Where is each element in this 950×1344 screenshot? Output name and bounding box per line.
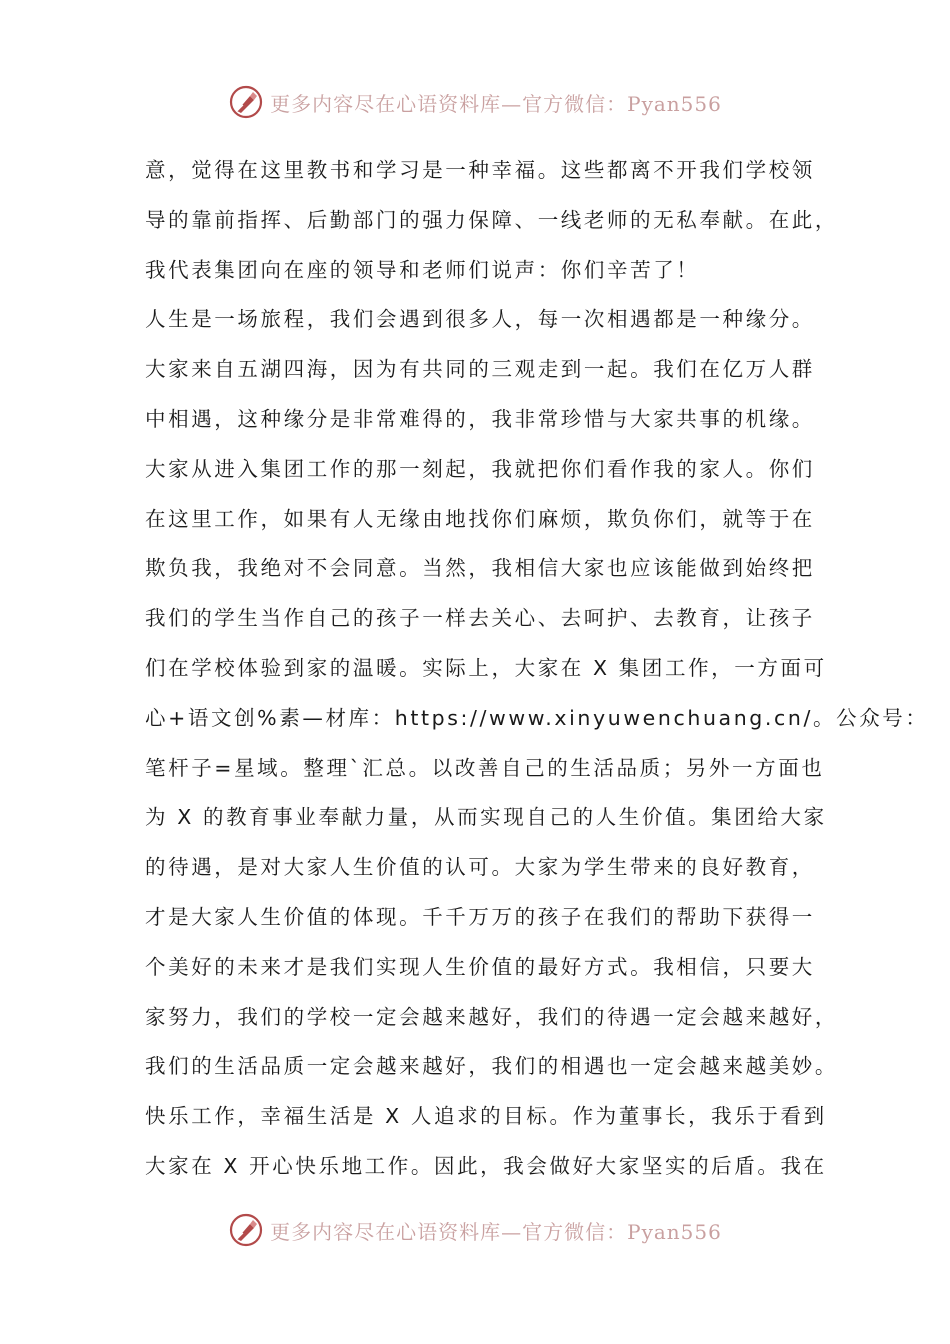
pen-nib-icon: [228, 1212, 264, 1248]
pen-nib-icon: [228, 84, 264, 120]
footer-banner: [0, 1208, 950, 1252]
document-body: [145, 146, 929, 1192]
body-line: 人生是一场旅程，我们会遇到很多人，每一次相遇都是一种缘分。: [145, 307, 815, 332]
header-brand-text: 更多内容尽在心语资料库—官方微信：Pyan556: [270, 91, 722, 116]
body-line-link: 心+语文创%素—材库：https://www.xinyuwenchuang.cn/。公众号：: [145, 705, 929, 730]
body-line: 欺负我，我绝对不会同意。当然，我相信大家也应该能做到始终把: [145, 556, 815, 581]
body-line: 家努力，我们的学校一定会越来越好，我们的待遇一定会越来越好，: [145, 1004, 838, 1029]
body-line: 为 X 的教育事业奉献力量，从而实现自己的人生价值。集团给大家: [145, 805, 827, 830]
body-line: 我代表集团向在座的领导和老师们说声：你们辛苦了！: [145, 257, 700, 282]
body-line: 快乐工作，幸福生活是 X 人追求的目标。作为董事长，我乐于看到: [145, 1104, 827, 1129]
body-line: 们在学校体验到家的温暖。实际上，大家在 X 集团工作，一方面可: [145, 655, 827, 680]
body-line: 大家在 X 开心快乐地工作。因此，我会做好大家坚实的后盾。我在: [145, 1153, 827, 1178]
body-line: 才是大家人生价值的体现。千千万万的孩子在我们的帮助下获得一: [145, 904, 815, 929]
footer-brand-text: 更多内容尽在心语资料库—官方微信：Pyan556: [270, 1219, 722, 1244]
body-line: 我们的生活品质一定会越来越好，我们的相遇也一定会越来越美妙。: [145, 1054, 838, 1079]
header-banner: [0, 80, 950, 124]
body-line: 中相遇，这种缘分是非常难得的，我非常珍惜与大家共事的机缘。: [145, 406, 815, 431]
body-line: 我们的学生当作自己的孩子一样去关心、去呵护、去教育，让孩子: [145, 606, 815, 631]
body-line: 的待遇，是对大家人生价值的认可。大家为学生带来的良好教育，: [145, 855, 815, 880]
body-line: 意，觉得在这里教书和学习是一种幸福。这些都离不开我们学校领: [145, 158, 815, 182]
body-line: 笔杆子=星域。整理`汇总。以改善自己的生活品质；另外一方面也: [145, 755, 825, 780]
body-line: 大家从进入集团工作的那一刻起，我就把你们看作我的家人。你们: [145, 456, 815, 481]
body-line: 大家来自五湖四海，因为有共同的三观走到一起。我们在亿万人群: [145, 357, 815, 382]
body-line: 在这里工作，如果有人无缘由地找你们麻烦，欺负你们，就等于在: [145, 506, 815, 531]
body-line: 导的靠前指挥、后勤部门的强力保障、一线老师的无私奉献。在此，: [145, 207, 838, 232]
body-line: 个美好的未来才是我们实现人生价值的最好方式。我相信，只要大: [145, 954, 815, 979]
